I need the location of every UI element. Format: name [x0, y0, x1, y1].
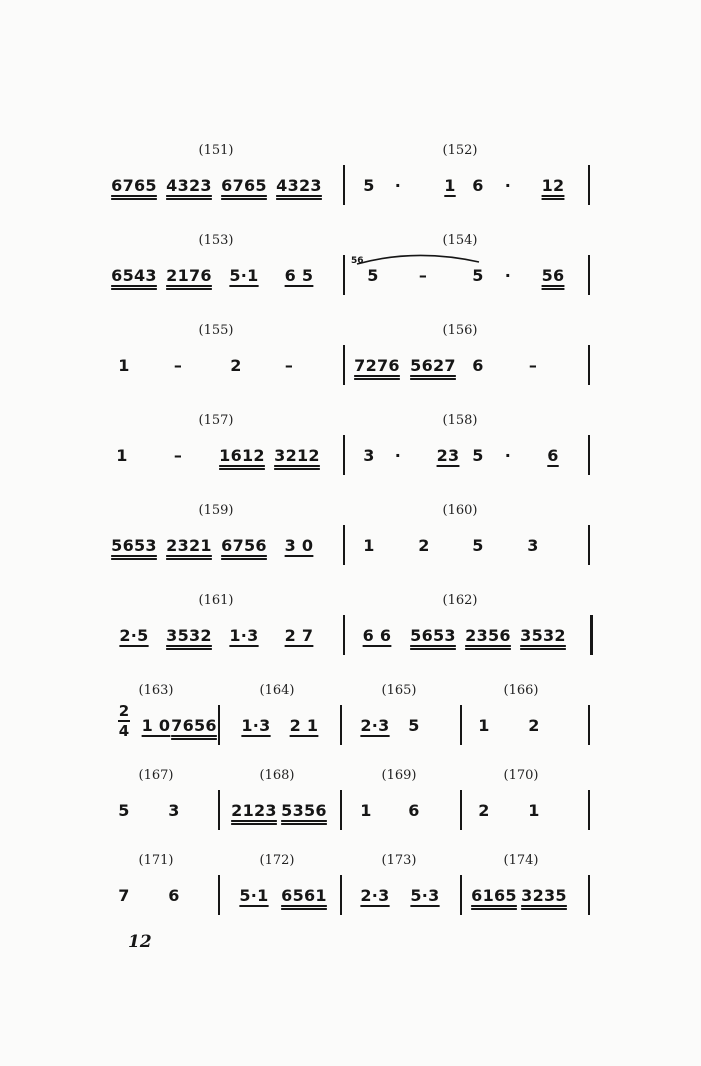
staff-row-4 — [0, 413, 701, 483]
dot: · — [394, 176, 402, 195]
note-group: 4323 — [166, 176, 212, 195]
note-group: 5653 — [111, 536, 157, 555]
barline — [343, 615, 345, 655]
barline — [460, 790, 462, 830]
note-group: 2·3 — [360, 716, 390, 735]
barline — [218, 875, 220, 915]
measure-number: (164) — [259, 683, 295, 698]
grace-notes: 56 — [351, 256, 364, 266]
note-group: 6765 — [221, 176, 267, 195]
note: 5 — [118, 801, 130, 820]
dash: – — [173, 356, 183, 375]
barline — [588, 875, 590, 915]
note-group: 2 1 — [289, 716, 319, 735]
barline — [340, 790, 342, 830]
note-group: 1 0 — [141, 716, 171, 735]
note-group: 1·3 — [241, 716, 271, 735]
note: 3 — [363, 446, 375, 465]
measure-number: (161) — [198, 593, 234, 608]
staff-row-7 — [0, 683, 701, 753]
measure-number: (167) — [138, 768, 174, 783]
note: 1 — [444, 176, 456, 195]
measure-number: (158) — [442, 413, 478, 428]
note: 5 — [472, 536, 484, 555]
note-group: 6165 — [471, 886, 517, 905]
note-group: 4323 — [276, 176, 322, 195]
note-group: 5653 — [410, 626, 456, 645]
page-number: 12 — [128, 932, 152, 952]
time-signature-top: 2 — [118, 702, 130, 720]
barline — [343, 345, 345, 385]
note-group: 6 5 — [284, 266, 314, 285]
barline — [343, 165, 345, 205]
note: 1 — [363, 536, 375, 555]
measure-number: (162) — [442, 593, 478, 608]
measure-number: (152) — [442, 143, 478, 158]
note-group: 2356 — [465, 626, 511, 645]
dash: – — [418, 266, 428, 285]
note: 6 — [547, 446, 559, 465]
barline — [460, 705, 462, 745]
note: 7 — [118, 886, 130, 905]
dash: – — [284, 356, 294, 375]
measure-number: (155) — [198, 323, 234, 338]
note-group: 6 6 — [362, 626, 392, 645]
note-group: 2321 — [166, 536, 212, 555]
note-group: 6756 — [221, 536, 267, 555]
barline — [343, 525, 345, 565]
note-group: 1612 — [219, 446, 265, 465]
barline — [340, 705, 342, 745]
note-group: 3 0 — [284, 536, 314, 555]
note: 5 — [408, 716, 420, 735]
barline — [588, 705, 590, 745]
dot: · — [504, 446, 512, 465]
measure-number: (157) — [198, 413, 234, 428]
note: 2 — [478, 801, 490, 820]
measure-number: (170) — [503, 768, 539, 783]
note: 3 — [527, 536, 539, 555]
measure-number: (169) — [381, 768, 417, 783]
note: 5 — [472, 266, 484, 285]
time-signature — [118, 703, 130, 739]
measure-number: (173) — [381, 853, 417, 868]
measure-number: (166) — [503, 683, 539, 698]
note: 1 — [478, 716, 490, 735]
barline — [588, 165, 590, 205]
dot: · — [504, 266, 512, 285]
note-group: 23 — [436, 446, 460, 465]
note-group: 12 — [541, 176, 565, 195]
note: 2 — [528, 716, 540, 735]
barline — [218, 790, 220, 830]
note-group: 6543 — [111, 266, 157, 285]
note-group: 6765 — [111, 176, 157, 195]
note: 5 — [472, 446, 484, 465]
note-group: 56 — [541, 266, 565, 285]
barline — [588, 255, 590, 295]
barline — [588, 525, 590, 565]
note: 1 — [528, 801, 540, 820]
note: 6 — [168, 886, 180, 905]
note-group: 2·5 — [119, 626, 149, 645]
slur-icon — [355, 250, 485, 266]
measure-number: (174) — [503, 853, 539, 868]
note-group: 2·3 — [360, 886, 390, 905]
barline — [218, 705, 220, 745]
staff-row-5 — [0, 503, 701, 573]
note-group: 5·3 — [410, 886, 440, 905]
note-group: 3532 — [520, 626, 566, 645]
measure-number: (168) — [259, 768, 295, 783]
measure-number: (160) — [442, 503, 478, 518]
note: 6 — [472, 356, 484, 375]
note-group: 2176 — [166, 266, 212, 285]
note-group: 5627 — [410, 356, 456, 375]
note-group: 2123 — [231, 801, 277, 820]
staff-row-8 — [0, 768, 701, 838]
note: 5 — [367, 266, 379, 285]
note: 3 — [168, 801, 180, 820]
note: 2 — [230, 356, 242, 375]
time-signature-bottom: 4 — [118, 722, 130, 740]
note-group: 3212 — [274, 446, 320, 465]
staff-row-2 — [0, 233, 701, 303]
barline — [343, 435, 345, 475]
staff-row-3 — [0, 323, 701, 393]
measure-number: (153) — [198, 233, 234, 248]
note: 6 — [408, 801, 420, 820]
measure-number: (171) — [138, 853, 174, 868]
measure-number: (163) — [138, 683, 174, 698]
note: 5 — [363, 176, 375, 195]
barline — [588, 435, 590, 475]
note: 2 — [418, 536, 430, 555]
dot: · — [504, 176, 512, 195]
barline — [590, 615, 593, 655]
note-group: 3532 — [166, 626, 212, 645]
barline — [588, 345, 590, 385]
note: 6 — [472, 176, 484, 195]
note: 1 — [116, 446, 128, 465]
note-group: 5·1 — [239, 886, 269, 905]
measure-number: (172) — [259, 853, 295, 868]
dash: – — [173, 446, 183, 465]
note: 1 — [360, 801, 372, 820]
dot: · — [394, 446, 402, 465]
note-group: 1·3 — [229, 626, 259, 645]
note-group: 5·1 — [229, 266, 259, 285]
barline — [460, 875, 462, 915]
note-group: 3235 — [521, 886, 567, 905]
measure-number: (154) — [442, 233, 478, 248]
staff-row-6 — [0, 593, 701, 663]
staff-row-1 — [0, 143, 701, 213]
barline — [343, 255, 345, 295]
note-group: 7276 — [354, 356, 400, 375]
measure-number: (165) — [381, 683, 417, 698]
note-group: 7656 — [171, 716, 217, 735]
measure-number: (151) — [198, 143, 234, 158]
note-group: 5356 — [281, 801, 327, 820]
note-group: 6561 — [281, 886, 327, 905]
dash: – — [528, 356, 538, 375]
staff-row-9 — [0, 853, 701, 923]
measure-number: (156) — [442, 323, 478, 338]
note: 1 — [118, 356, 130, 375]
note-group: 2 7 — [284, 626, 314, 645]
barline — [340, 875, 342, 915]
measure-number: (159) — [198, 503, 234, 518]
barline — [588, 790, 590, 830]
